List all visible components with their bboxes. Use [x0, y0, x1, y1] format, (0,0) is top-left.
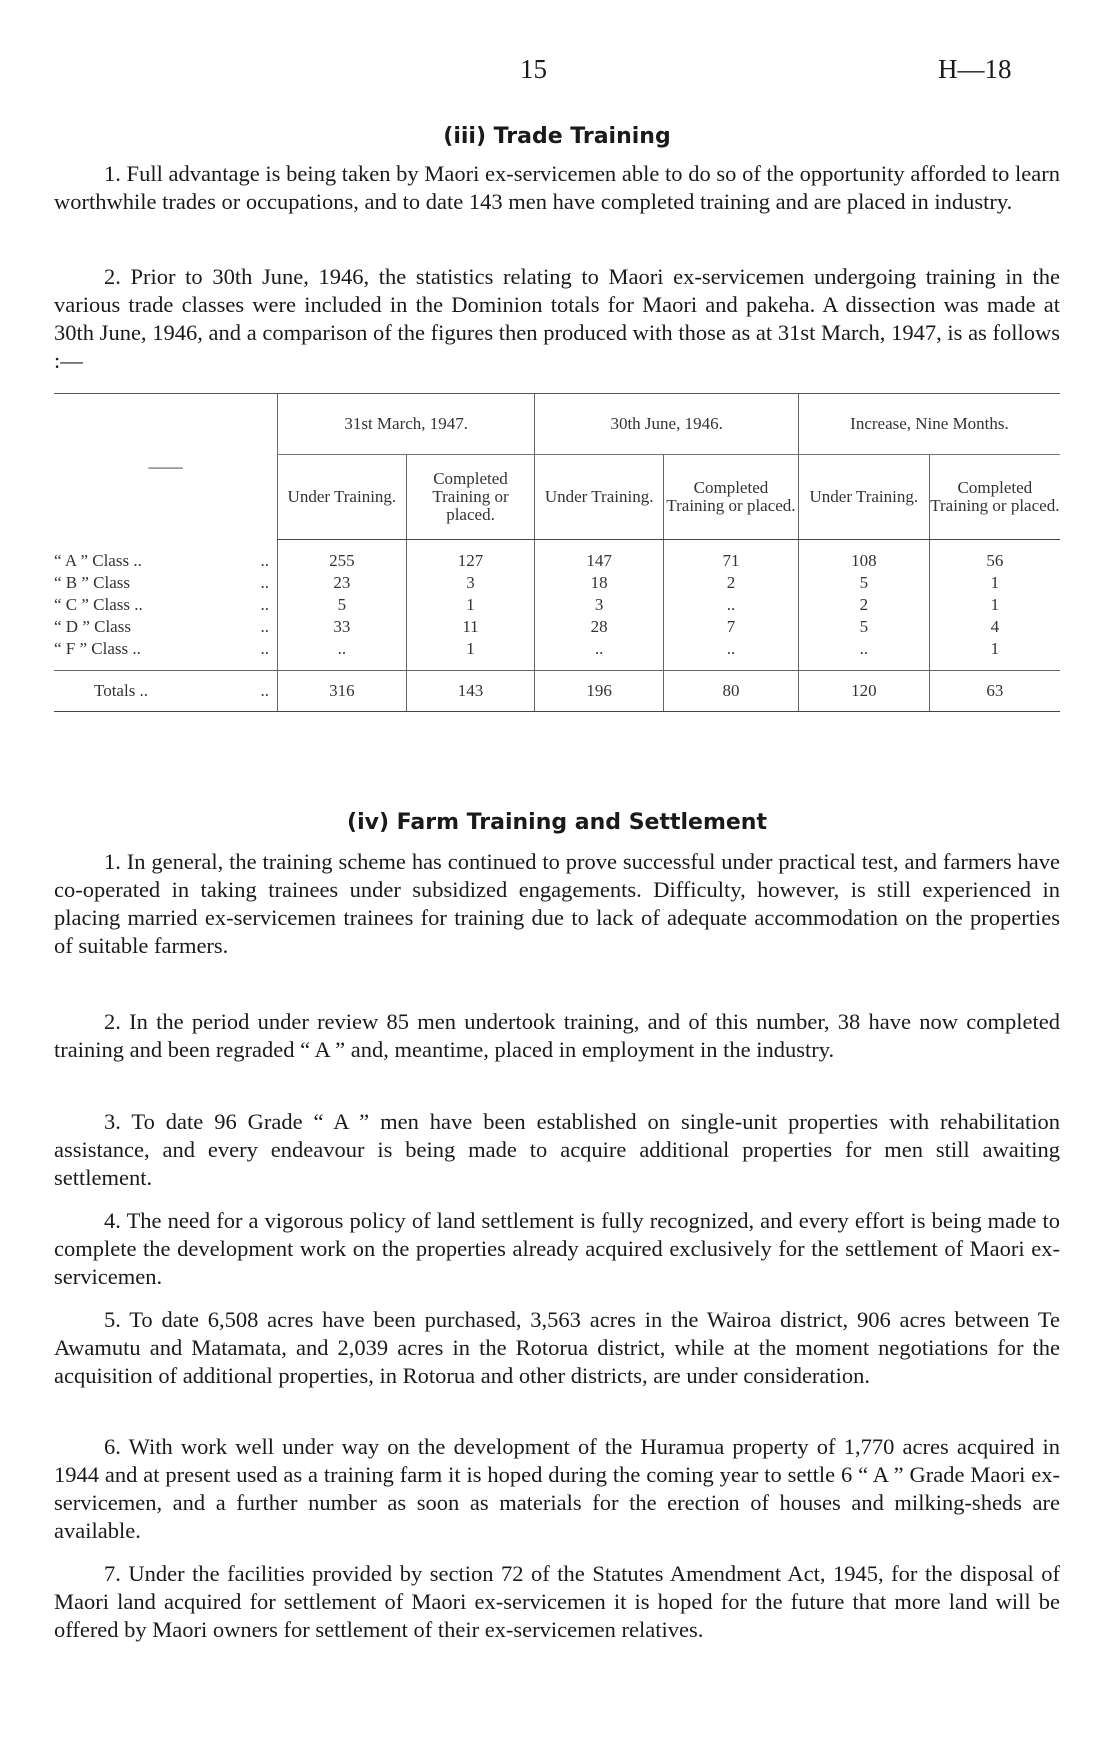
trade-training-table — [54, 393, 1060, 753]
farm-training-paragraph-3: 3. To date 96 Grade “ A ” men have been established on single-unit properties with rehabilitation assistance, and every endeavour is being made to acquire additional properties for men still awaiting settlement. — [54, 1109, 1060, 1190]
row-dots: .. — [260, 639, 270, 658]
table-corner: —— — [54, 394, 278, 540]
table-cell: 255 — [278, 550, 407, 572]
table-row — [54, 616, 1060, 638]
table-cell: 1 — [406, 594, 535, 616]
table-cell: 1 — [929, 572, 1060, 594]
farm-training-paragraph-1: 1. In general, the training scheme has continued to prove successful under practical test, and farmers have co-operated in taking trainees under subsidized engagements. Difficulty, however, is still experienced in placing married ex-servicemen trainees for training due to lack of adequate accommodation on the properties of suitable farmers. — [54, 849, 1060, 958]
row-label: “ F ” Class .. — [54, 639, 141, 658]
row-dots: .. — [260, 573, 270, 592]
group-header-june-1946: 30th June, 1946. — [535, 394, 799, 455]
farm-training-paragraph-6: 6. With work well under way on the development of the Huramua property of 1,770 acres acquired in 1944 and at present used as a training farm it is hoped during the coming year to settle 6 “ A ” Grade Maori ex-servicemen, and a further number as soon as materials for the erection of houses and milking-sheds are available. — [54, 1434, 1060, 1543]
table-cell: 7 — [663, 616, 798, 638]
total-cell: 143 — [406, 671, 535, 712]
total-cell: 120 — [798, 671, 929, 712]
row-dots: .. — [260, 681, 270, 700]
table-cell: 2 — [798, 594, 929, 616]
table-row — [54, 572, 1060, 594]
totals-label: Totals .. — [94, 681, 149, 700]
total-cell: 80 — [663, 671, 798, 712]
row-dots: .. — [260, 595, 270, 614]
table-cell: .. — [535, 638, 664, 660]
table-cell: 1 — [929, 594, 1060, 616]
table-row — [54, 550, 1060, 572]
table-cell: .. — [278, 638, 407, 660]
table-cell: 1 — [406, 638, 535, 660]
table-cell: .. — [663, 594, 798, 616]
totals-row — [54, 671, 1060, 712]
table-cell: 11 — [406, 616, 535, 638]
row-label: “ C ” Class .. — [54, 595, 143, 614]
table-cell: 127 — [406, 550, 535, 572]
subheader-under-training: Under Training. — [535, 455, 664, 540]
subheader-under-training: Under Training. — [798, 455, 929, 540]
table-cell: .. — [663, 638, 798, 660]
row-dots: .. — [260, 617, 270, 636]
subheader-completed: Completed Training or placed. — [406, 455, 535, 540]
row-label: “ B ” Class — [54, 573, 131, 592]
trade-training-paragraph-1: 1. Full advantage is being taken by Maori ex-servicemen able to do so of the opportunity afforded to learn worthwhile trades or occupations, and to date 143 men have completed training and are placed in industry. — [54, 161, 1060, 214]
total-cell: 316 — [278, 671, 407, 712]
table-cell: 71 — [663, 550, 798, 572]
table-cell: 3 — [406, 572, 535, 594]
table-row — [54, 638, 1060, 660]
table-cell: 5 — [798, 572, 929, 594]
total-cell: 63 — [929, 671, 1060, 712]
total-cell: 196 — [535, 671, 664, 712]
table-cell: 5 — [798, 616, 929, 638]
farm-training-paragraph-2: 2. In the period under review 85 men undertook training, and of this number, 38 have now completed training and been regraded “ A ” and, meantime, placed in employment in the industry. — [54, 1009, 1060, 1062]
table-cell: 2 — [663, 572, 798, 594]
trade-training-paragraph-2: 2. Prior to 30th June, 1946, the statistics relating to Maori ex-servicemen undergoing training in the various trade classes were included in the Dominion totals for Maori and pakeha. A dissection was made at 30th June, 1946, and a comparison of the figures then produced with those as at 31st March, 1947, is as follows :— — [54, 264, 1060, 373]
table-cell: 33 — [278, 616, 407, 638]
table-cell: 3 — [535, 594, 664, 616]
section-title-farm-training: (iv) Farm Training and Settlement — [347, 810, 767, 835]
table-cell: 18 — [535, 572, 664, 594]
section-title-trade-training: (iii) Trade Training — [443, 124, 671, 149]
page-number: 15 — [520, 54, 547, 84]
subheader-under-training: Under Training. — [278, 455, 407, 540]
table-cell: 23 — [278, 572, 407, 594]
table-cell: 108 — [798, 550, 929, 572]
group-header-march-1947: 31st March, 1947. — [278, 394, 535, 455]
row-label: “ D ” Class — [54, 617, 131, 636]
document-reference: H—18 — [938, 54, 1012, 84]
subheader-completed: Completed Training or placed. — [663, 455, 798, 540]
table-cell: 28 — [535, 616, 664, 638]
farm-training-paragraph-5: 5. To date 6,508 acres have been purchased, 3,563 acres in the Wairoa district, 906 acres between Te Awamutu and Matamata, and 2,039 acres in the Rotorua district, while at the moment negotiations for the acquisition of additional properties, in Rotorua and other districts, are under consideration. — [54, 1307, 1060, 1388]
farm-training-paragraph-7: 7. Under the facilities provided by section 72 of the Statutes Amendment Act, 1945, for the disposal of Maori land acquired for settlement of Maori ex-servicemen it is hoped for the future that more land will be offered by Maori owners for settlement of their ex-servicemen relatives. — [54, 1561, 1060, 1642]
table-cell: 4 — [929, 616, 1060, 638]
table-cell: 56 — [929, 550, 1060, 572]
table-cell: .. — [798, 638, 929, 660]
row-label: “ A ” Class .. — [54, 551, 142, 570]
subheader-completed: Completed Training or placed. — [929, 455, 1060, 540]
table-cell: 5 — [278, 594, 407, 616]
table-row — [54, 594, 1060, 616]
table-cell: 1 — [929, 638, 1060, 660]
row-dots: .. — [260, 551, 270, 570]
table-cell: 147 — [535, 550, 664, 572]
farm-training-paragraph-4: 4. The need for a vigorous policy of land settlement is fully recognized, and every effort is being made to complete the development work on the properties already acquired exclusively for the settlement of Maori ex-servicemen. — [54, 1208, 1060, 1289]
group-header-increase: Increase, Nine Months. — [798, 394, 1060, 455]
